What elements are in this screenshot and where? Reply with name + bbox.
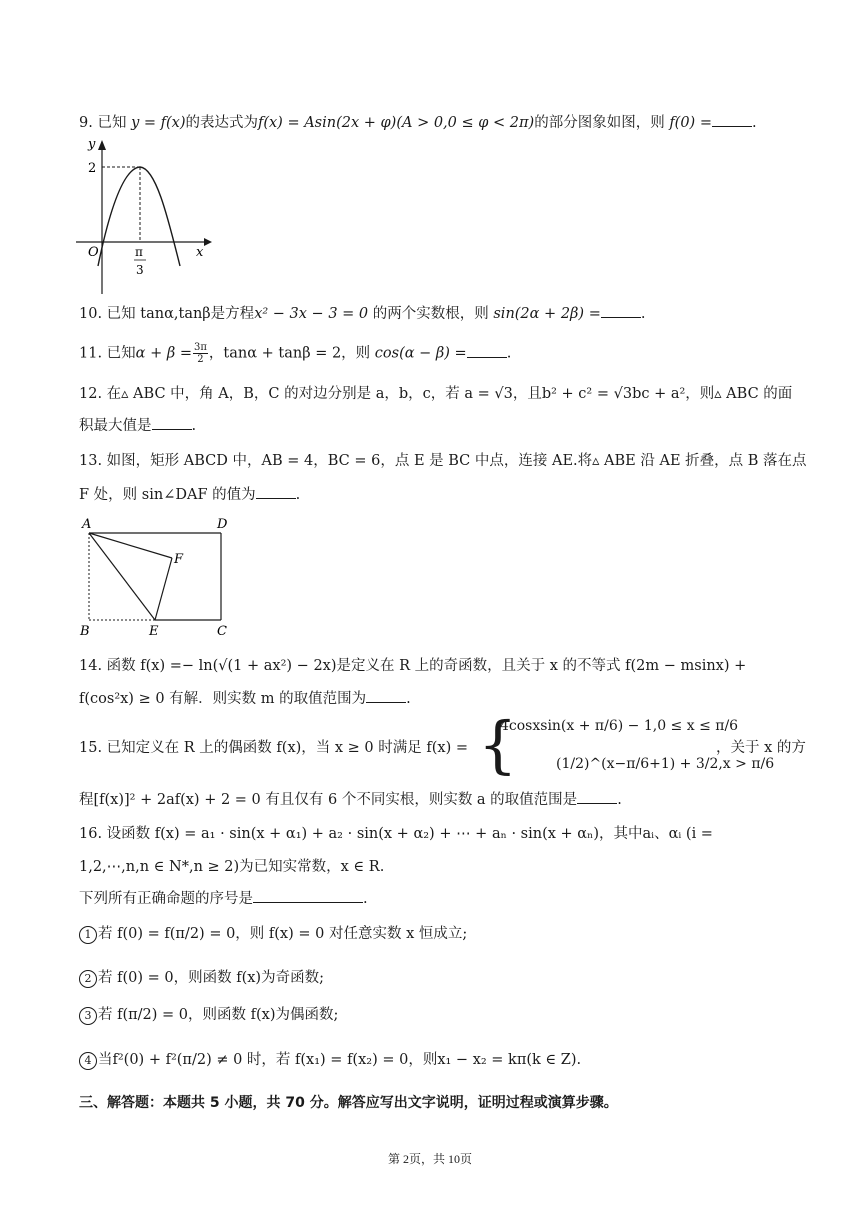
math-expression: f(0) = [669, 115, 712, 131]
point-label-D: D [217, 517, 228, 532]
option-marker: 2 [79, 970, 97, 988]
answer-blank[interactable] [256, 484, 296, 499]
math-expression: cos(α − β) = [374, 345, 467, 362]
fraction-numerator: 3π [193, 342, 207, 353]
sine-graph-figure [76, 138, 216, 294]
option-text: 若 f(π/2) = 0，则函数 f(x)为偶函数; [98, 1007, 339, 1023]
point-label-E: E [149, 624, 159, 639]
option-2 [79, 968, 324, 988]
question-text: 1,2,⋯,n,n ∈ N*,n ≥ 2)为已知实常数，x ∈ R. [79, 859, 385, 875]
math-expression: y = f(x) [131, 115, 186, 131]
option-marker: 1 [79, 926, 97, 944]
segment-AF [89, 533, 172, 558]
question-text: 在▵ ABC 中，角 A，B，C 的对边分别是 a，b，c，若 a = √3，且b² + c² = √3bc + a²，则▵ ABC 的面 [106, 386, 793, 402]
question-text: 已知 tanα,tanβ是方程 [106, 306, 255, 322]
point-label-A: A [82, 517, 92, 532]
question-16-line-2 [79, 857, 384, 877]
point-label-B: B [80, 624, 90, 639]
question-text: ，关于 x 的方 [716, 740, 806, 756]
question-12-line-1 [79, 384, 792, 404]
point-label-F: F [174, 552, 184, 567]
question-text: 函数 f(x) =− ln(√(1 + ax²) − 2x)是定义在 R 上的奇函数，且关于 x 的不等式 f(2m − msinx) + [106, 658, 747, 674]
option-4 [79, 1050, 581, 1070]
question-9 [79, 112, 757, 133]
page-footer: 第 2页，共 10页 [387, 1152, 472, 1166]
punctuation: . [640, 306, 646, 322]
question-number: 12. [79, 386, 103, 402]
math-expression: sin(2α + 2β) = [493, 306, 601, 322]
x-axis-arrow [204, 238, 212, 246]
piecewise-case-2: (1/2)^(x−π/6+1) + 3/2,x > π/6 [556, 756, 775, 772]
answer-blank[interactable] [577, 789, 617, 804]
question-number: 9. [79, 115, 93, 131]
y-axis-label: y [88, 138, 96, 152]
punctuation: . [751, 115, 757, 131]
piecewise-case-1: 4cosxsin(x + π/6) − 1,0 ≤ x ≤ π/6 [500, 718, 739, 734]
option-marker: 3 [79, 1007, 97, 1025]
question-16-line-3 [79, 888, 368, 909]
option-marker: 4 [79, 1052, 97, 1070]
question-12-line-2 [79, 415, 196, 436]
question-16-line-1 [79, 824, 713, 844]
question-number: 16. [79, 826, 103, 842]
question-10 [79, 303, 645, 324]
option-1 [79, 924, 467, 944]
question-number: 13. [79, 453, 103, 469]
point-label-C: C [217, 624, 227, 639]
question-number: 11. [79, 345, 103, 362]
question-13-line-2 [79, 484, 300, 505]
question-text: 设函数 f(x) = a₁ · sin(x + α₁) + a₂ · sin(x + α₂) + ⋯ + aₙ · sin(x + αₙ)，其中aᵢ、αᵢ (i = [106, 826, 713, 842]
answer-blank[interactable] [467, 343, 507, 358]
answer-blank[interactable] [366, 688, 406, 703]
question-text: 程[f(x)]² + 2af(x) + 2 = 0 有且仅有 6 个不同实根，则实数 a 的取值范围是 [79, 792, 578, 808]
punctuation: . [191, 418, 197, 434]
question-number: 15. [79, 740, 103, 756]
question-15-line-1-tail [716, 738, 806, 758]
question-13-line-1 [79, 451, 807, 471]
question-11 [79, 342, 511, 365]
question-14-line-1 [79, 656, 746, 676]
question-15-line-2 [79, 789, 622, 810]
x-tick-numerator: π [135, 245, 143, 259]
option-3 [79, 1005, 338, 1025]
punctuation: . [295, 487, 301, 503]
option-text: 若 f(0) = f(π/2) = 0，则 f(x) = 0 对任意实数 x 恒成立; [98, 926, 468, 942]
question-text: 的两个实数根，则 [368, 306, 494, 322]
option-text: 若 f(0) = 0，则函数 f(x)为奇函数; [98, 970, 324, 986]
question-text: 下列所有正确命题的序号是 [79, 891, 253, 907]
question-text: ，tanα + tanβ = 2，则 [208, 345, 375, 362]
question-text: 已知 [97, 115, 132, 131]
section-heading: 三、解答题：本题共 5 小题，共 70 分。解答应写出文字说明，证明过程或演算步骤。 [79, 1095, 618, 1111]
question-number: 14. [79, 658, 103, 674]
x-axis-label: x [196, 245, 204, 260]
origin-label: O [88, 245, 99, 260]
x-tick-denominator: 3 [136, 263, 144, 277]
question-text: 积最大值是 [79, 418, 152, 434]
rectangle-fold-figure [76, 514, 236, 640]
math-expression: f(x) = Asin(2x + φ)(A > 0,0 ≤ φ < 2π) [257, 115, 535, 131]
left-brace: { [478, 708, 518, 781]
answer-blank[interactable] [601, 303, 641, 318]
question-text: 已知定义在 R 上的偶函数 f(x)，当 x ≥ 0 时满足 f(x) = [106, 740, 468, 756]
y-axis-arrow [98, 140, 106, 150]
question-text: F 处，则 sin∠DAF 的值为 [79, 487, 256, 503]
question-text: 的部分图象如图，则 [534, 115, 670, 131]
question-text: f(cos²x) ≥ 0 有解．则实数 m 的取值范围为 [79, 691, 367, 707]
segment-FE [155, 558, 172, 620]
question-text: 的表达式为 [185, 115, 258, 131]
question-15-line-1 [79, 738, 468, 758]
math-expression: x² − 3x − 3 = 0 [254, 306, 369, 322]
y-tick-label: 2 [88, 161, 97, 176]
question-text: 已知 [106, 345, 136, 362]
option-text: 当f²(0) + f²(π/2) ≠ 0 时，若 f(x₁) = f(x₂) = 0，则x₁ − x₂ = kπ(k ∈ Z). [98, 1052, 582, 1068]
question-text: 如图，矩形 ABCD 中，AB = 4，BC = 6，点 E 是 BC 中点，连接 AE.将▵ ABE 沿 AE 折叠，点 B 落在点 [106, 453, 807, 469]
punctuation: . [406, 691, 411, 707]
segment-AE [89, 533, 155, 620]
punctuation: . [617, 792, 622, 808]
punctuation: . [506, 345, 512, 362]
answer-blank[interactable] [712, 112, 752, 127]
question-number: 10. [79, 306, 103, 322]
fraction [193, 342, 208, 365]
question-14-line-2 [79, 688, 411, 709]
fraction-denominator: 2 [197, 354, 204, 365]
math-expression: α + β = [135, 345, 192, 362]
answer-blank[interactable] [152, 415, 192, 430]
punctuation: . [363, 891, 368, 907]
answer-blank[interactable] [253, 888, 363, 903]
